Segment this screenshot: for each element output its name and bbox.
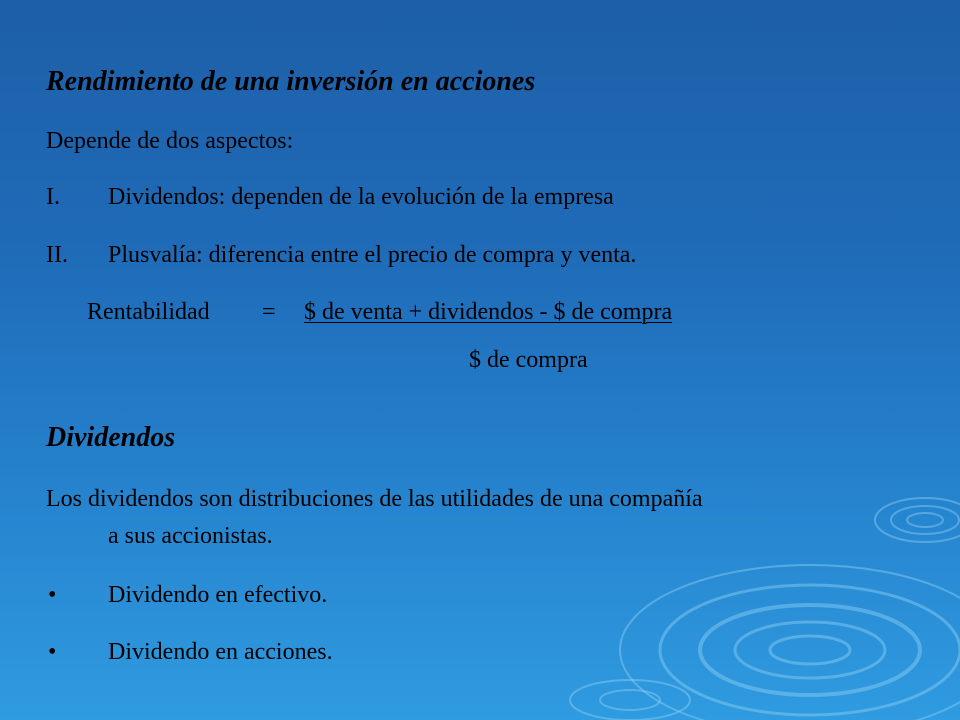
bullet-marker-2: • [48,639,57,665]
formula-equals: = [262,299,276,325]
formula-numerator: $ de venta + dividendos - $ de compra [304,299,673,325]
bullet-text-2: Dividendo en acciones. [108,639,333,665]
title-rendimiento: Rendimiento de una inversión en acciones [46,66,536,97]
aspect-marker-1: I. [46,184,60,210]
intro-text: Depende de dos aspectos: [46,128,294,154]
aspect-text-1: Dividendos: dependen de la evolución de la empresa [108,184,614,210]
bullet-text-1: Dividendo en efectivo. [108,582,328,608]
definition-line-1: Los dividendos son distribuciones de las utilidades de una compañía [46,486,703,512]
bullet-marker-1: • [48,582,57,608]
formula-label: Rentabilidad [87,299,210,325]
aspect-marker-2: II. [46,242,68,268]
title-dividendos: Dividendos [46,422,176,453]
aspect-text-2: Plusvalía: diferencia entre el precio de compra y venta. [108,242,637,268]
definition-line-2: a sus accionistas. [108,523,273,549]
formula-denominator: $ de compra [469,347,588,373]
